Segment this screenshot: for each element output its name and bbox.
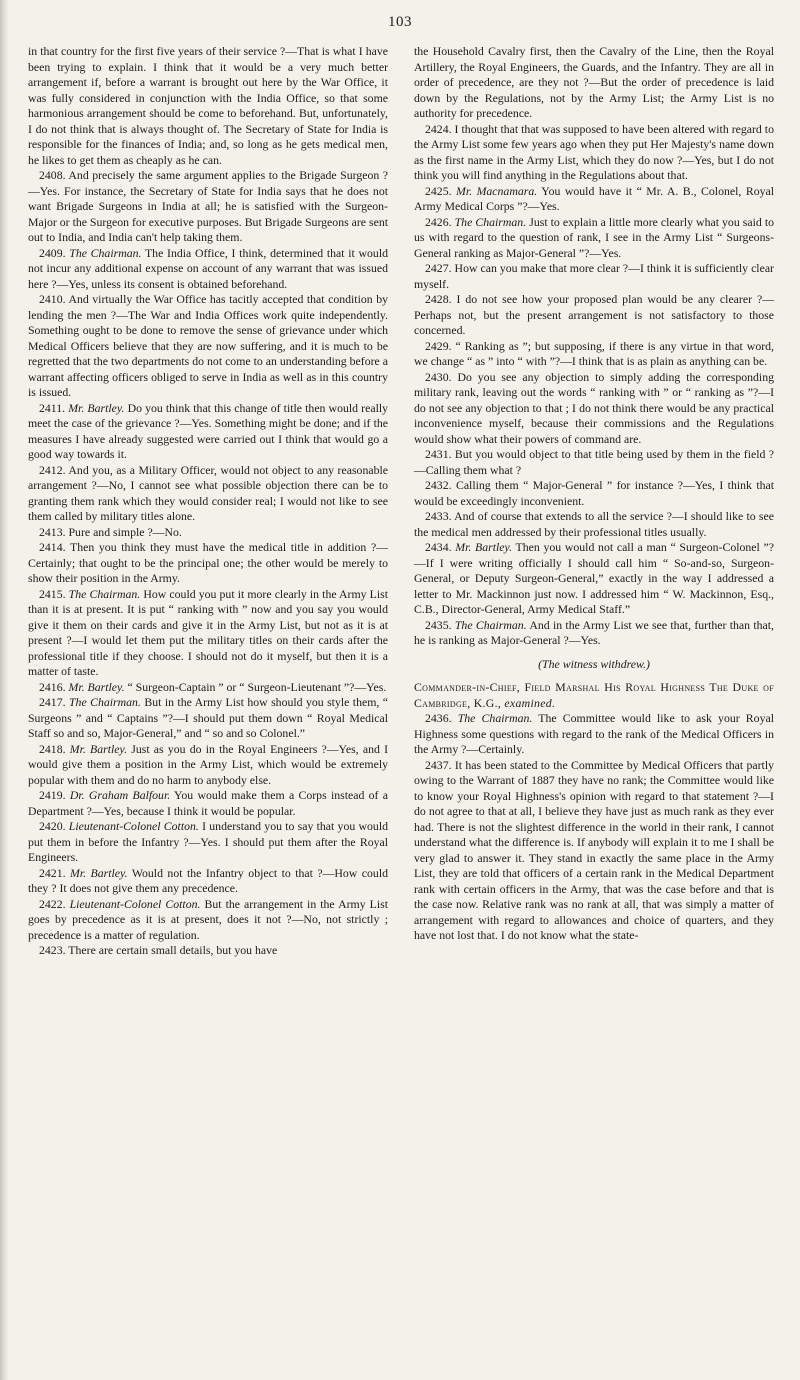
paragraph: [414, 758, 774, 944]
paragraph: [28, 943, 388, 959]
stage-direction-text: (The witness withdrew.): [538, 656, 650, 671]
paragraph-text: I do not see how your proposed plan would be any clearer ?—Perhaps not, but the present arrangement is not satisfactory to those concerned.: [414, 292, 774, 337]
question-number: 2420.: [39, 819, 66, 833]
speaker-name: The Chairman.: [457, 711, 533, 725]
right-column: [414, 44, 774, 944]
paragraph: [28, 897, 388, 944]
question-number: 2415.: [39, 586, 66, 601]
paragraph: [28, 742, 388, 789]
question-number: 2423.: [39, 943, 66, 957]
question-number: 2432.: [425, 478, 452, 492]
paragraph-text: the Household Cavalry first, then the Cavalry of the Line, then the Royal Artillery, the Royal Engineers, the Guards, and the Infantry. They are all in order of precedence, are they not ?—But the order of precedence is laid down by the Regulations, not by the Army List; the Army List is no authority for precedence.: [414, 44, 774, 120]
speaker-name: The Chairman.: [69, 245, 142, 260]
stage-direction: [414, 657, 774, 673]
paragraph-text: It has been stated to the Committee by Medical Officers that partly owing to the Warrant of 1887 they have no rank; the Committee would like to know your Royal Highness's opinion with regard to that statement ?—I do not agree to that at all, I believe they have just as much rank as they ever had. There is not the slightest difference in the world in their rank, I cannot understand what the difference is. If anybody will explain it to me I shall be very glad to answer it. They stand in exactly the same place in the Army List, they are told that officers of a certain rank in the Medical Department rank with certain officers in the Army, that was the case before and that is the case now. Relative rank was no rank at all, that was simply a matter of arrangement with regard to allowances and choice of quarters, and they have not lost that. I do not know what the state-: [414, 757, 774, 942]
paragraph-text: There are certain small details, but you have: [68, 943, 278, 957]
paragraph-text: Just as you do in the Royal Engineers ?—Yes, and I would give them a position in the Army List, which would be extremely popular with them and do no harm to anybody else.: [28, 741, 389, 787]
paragraph-text: And you, as a Military Officer, would not object to any reasonable arrangement ?—No, I cannot see what possible objection there can be to granting them rank which they would consider real; I would not like to see them called by military titles alone.: [28, 462, 388, 523]
paragraph: [28, 292, 388, 401]
paragraph-text: Calling them “ Major-General ” for instance ?—Yes, I think that would be exceedingly inconvenient.: [414, 478, 775, 508]
paragraph-text: “ Surgeon-Captain ” or “ Surgeon-Lieutenant ”?—Yes.: [127, 679, 387, 694]
paragraph: [414, 122, 774, 184]
paragraph: [28, 788, 388, 819]
question-number: 2431.: [425, 447, 452, 461]
question-number: 2435.: [425, 617, 452, 632]
question-number: 2436.: [425, 711, 452, 725]
speaker-name: The Chairman.: [68, 695, 141, 709]
speaker-name: The Chairman.: [454, 617, 527, 632]
witness-examined: examined.: [504, 695, 556, 710]
paragraph: [414, 509, 774, 540]
speaker-name: The Chairman.: [454, 214, 527, 229]
paragraph-text: “ Ranking as ”; but supposing, if there is any virtue in that word, we change “ as ” into “ with ”?—I think that is as plain as anything can be.: [414, 338, 774, 368]
paragraph: [28, 866, 388, 897]
speaker-name: Mr. Bartley.: [69, 741, 128, 756]
question-number: 2421.: [39, 865, 66, 880]
question-number: 2419.: [39, 788, 66, 802]
speaker-name: Mr. Macnamara.: [456, 183, 538, 198]
question-number: 2429.: [425, 338, 452, 353]
paragraph-text: Do you think that this change of title then would really meet the case of the grievance ?—Yes. Something might be done; and if the measures I have already suggested were carried out I think that would go a good way towards it.: [28, 400, 389, 461]
paragraph: [28, 695, 388, 742]
paragraph: [28, 168, 388, 246]
question-number: 2425.: [425, 183, 452, 198]
question-number: 2418.: [39, 741, 66, 756]
paragraph-text: And virtually the War Office has tacitly accepted that condition by lending the men ?—The War and India Offices work quite independently. Something ought to be done to remove the sense of grievance under which Medical Officers believe that they are now suffering, and it is much to be regretted that the two departments do not come to an understanding before a warrant affecting officers obliged to serve in India as well as in this country is issued.: [28, 292, 388, 399]
paragraph-text: How could you put it more clearly in the Army List than it is at present. It is put “ ranking with ” now and you say you would give it them on their cards and give it in the Army List, but not as it is at present ?—I would let them put the military titles on their cards after the professional title if they choose. I should not do it myself, but then it is a matter of taste.: [28, 586, 389, 678]
paragraph: [28, 525, 388, 541]
paragraph: [414, 339, 774, 370]
question-number: 2414.: [39, 540, 66, 554]
paragraph: [414, 618, 774, 649]
paragraph-text: You would make them a Corps instead of a Department ?—Yes, because I think it would be popular.: [28, 788, 388, 818]
paragraph-text: You would have it “ Mr. A. B., Colonel, Royal Army Medical Corps ”?—Yes.: [414, 183, 775, 213]
question-number: 2437.: [425, 757, 452, 772]
question-number: 2422.: [39, 896, 66, 911]
paragraph-text: Would not the Infantry object to that ?—How could they ? It does not give them any precedence.: [28, 865, 388, 895]
paragraph: [414, 478, 774, 509]
question-number: 2428.: [425, 292, 452, 306]
question-number: 2426.: [425, 214, 452, 229]
question-number: 2434.: [425, 540, 452, 554]
paragraph-text: The Committee would like to ask your Royal Highness some questions with regard to the rank of the Medical Officers in the Army ?—Certainly.: [414, 711, 774, 756]
paragraph: [414, 370, 774, 448]
question-number: 2433.: [425, 509, 452, 523]
paragraph: [28, 680, 388, 696]
paragraph: [28, 401, 388, 463]
paragraph: [28, 463, 388, 525]
paragraph: [28, 246, 388, 293]
paragraph: [414, 215, 774, 262]
paragraph-text: And of course that extends to all the service ?—I should like to see the medical men addressed by their professional titles usually.: [414, 509, 774, 539]
question-number: 2410.: [39, 292, 66, 306]
paragraph-text: And in the Army List we see that, further than that, he is ranking as Major-General ?—Yes.: [414, 617, 774, 647]
witness-heading: [414, 680, 774, 711]
speaker-name: Mr. Bartley.: [68, 679, 125, 694]
paragraph: [414, 540, 774, 618]
speaker-name: Mr. Bartley.: [70, 865, 128, 880]
paragraph-text: And precisely the same argument applies to the Brigade Surgeon ?—Yes. For instance, the Secretary of State for India says that he does not want Brigade Surgeons in India at all; he is satisfied with the Surgeon-Major or the Surgeon for executive purposes. But Brigade Surgeons are sent out to India, and India can't help taking them.: [28, 168, 388, 244]
question-number: 2409.: [39, 245, 66, 260]
question-number: 2424.: [425, 121, 452, 136]
question-number: 2427.: [425, 261, 452, 275]
paragraph-text: I thought that that was supposed to have been altered with regard to the Army List some few years ago when they put Her Majesty's name down as the first name in the Army List, which they do now ?—Yes, but I do not think you will find anything in the Regulations about that.: [414, 121, 774, 182]
question-number: 2416.: [39, 679, 66, 694]
speaker-name: Mr. Bartley.: [68, 400, 125, 415]
paragraph: [414, 292, 774, 339]
speaker-name: Dr. Graham Balfour.: [69, 788, 171, 802]
speaker-name: Mr. Bartley.: [455, 540, 513, 554]
page-binding-edge: [0, 0, 9, 1380]
speaker-name: Lieutenant-Colonel Cotton.: [68, 819, 199, 833]
paragraph-text: Do you see any objection to simply adding the corresponding military rank, leaving out the words “ ranking with ” or “ ranking as ”?—I do not see any objection to that ; I do not think there would be any practical inconvenience myself, because their commissions and the Regulations would show what their powers of command are.: [414, 369, 774, 446]
paragraph: [414, 261, 774, 292]
question-number: 2412.: [39, 462, 66, 477]
paragraph-text: I understand you to say that you would put them in before the Infantry ?—Yes. I should put them after the Royal Engineers.: [28, 819, 388, 864]
question-number: 2408.: [39, 168, 66, 182]
speaker-name: Lieutenant-Colonel Cotton.: [69, 896, 201, 911]
paragraph: [414, 447, 774, 478]
paragraph-text: But the arrangement in the Army List goes by precedence as it is at present, does it not ?—No, not strictly ; precedence is a matter of regulation.: [28, 896, 388, 942]
page-number: 103: [388, 14, 412, 30]
paragraph: [28, 819, 388, 866]
paragraph-text: How can you make that more clear ?—I think it is sufficiently clear myself.: [414, 261, 774, 291]
question-number: 2411.: [39, 400, 66, 415]
paragraph-text: Just to explain a little more clearly what you said to us with regard to the question of rank, I see in the Army List “ Surgeons-General ranking as Major-General ”?—Yes.: [414, 214, 775, 260]
paragraph-text: Pure and simple ?—No.: [68, 524, 182, 539]
paragraph: [414, 44, 774, 122]
paragraph: [414, 184, 774, 215]
paragraph: [28, 44, 388, 168]
question-number: 2413.: [39, 524, 66, 539]
question-number: 2430.: [425, 369, 452, 384]
question-number: 2417.: [39, 695, 66, 709]
paragraph-text: Then you would not call a man “ Surgeon-Colonel ”?—If I were writing officially I should call him “ So-and-so, Surgeon-General, or Deputy Surgeon-General,” exactly in the way I addressed a letter to Mr. Mackinnon just now. I addressed him “ W. Mackinnon, Esq., C.B., Director-General, Army Medical Staff.”: [414, 540, 774, 616]
paragraph-text: But you would object to that title being used by them in the field ?—Calling them what ?: [414, 447, 775, 477]
paragraph-text: But in the Army List how should you style them, “ Surgeons ” and “ Captains ”?—I should put them down “ Royal Medical Staff so and so, Major-General,” and “ so and so Colonel.”: [28, 695, 388, 740]
paragraph: [28, 587, 388, 680]
paragraph: [28, 540, 388, 587]
speaker-name: The Chairman.: [68, 586, 141, 601]
paragraph-text: in that country for the first five years of their service ?—That is what I have been trying to explain. I think that it would be a very much better arrangement if, before a warrant is brought out here by the War Office, it was fully considered in conjunction with the India Office, so that some harmonious arrangement should be come to beforehand. But, unfortunately, I do not think that is always thought of. The Secretary of State for India is responsible for the finances of India; and, so long as he gets medical men, he likes to get them as cheaply as he can.: [28, 44, 388, 167]
paragraph: [414, 711, 774, 758]
left-column: [28, 44, 388, 959]
paragraph-text: The India Office, I think, determined that it would not incur any additional expense on account of any warrant that was issued here ?—Yes, unless its consent is obtained beforehand.: [28, 245, 388, 291]
witness-name: Commander-in-Chief, Field Marshal His Royal Highness The Duke of Cambridge, K.G.,: [414, 680, 774, 710]
paragraph-text: Then you think they must have the medical title in addition ?—Certainly; that ought to be the principal one; the other would be merely to show their position in the Army.: [28, 540, 388, 585]
